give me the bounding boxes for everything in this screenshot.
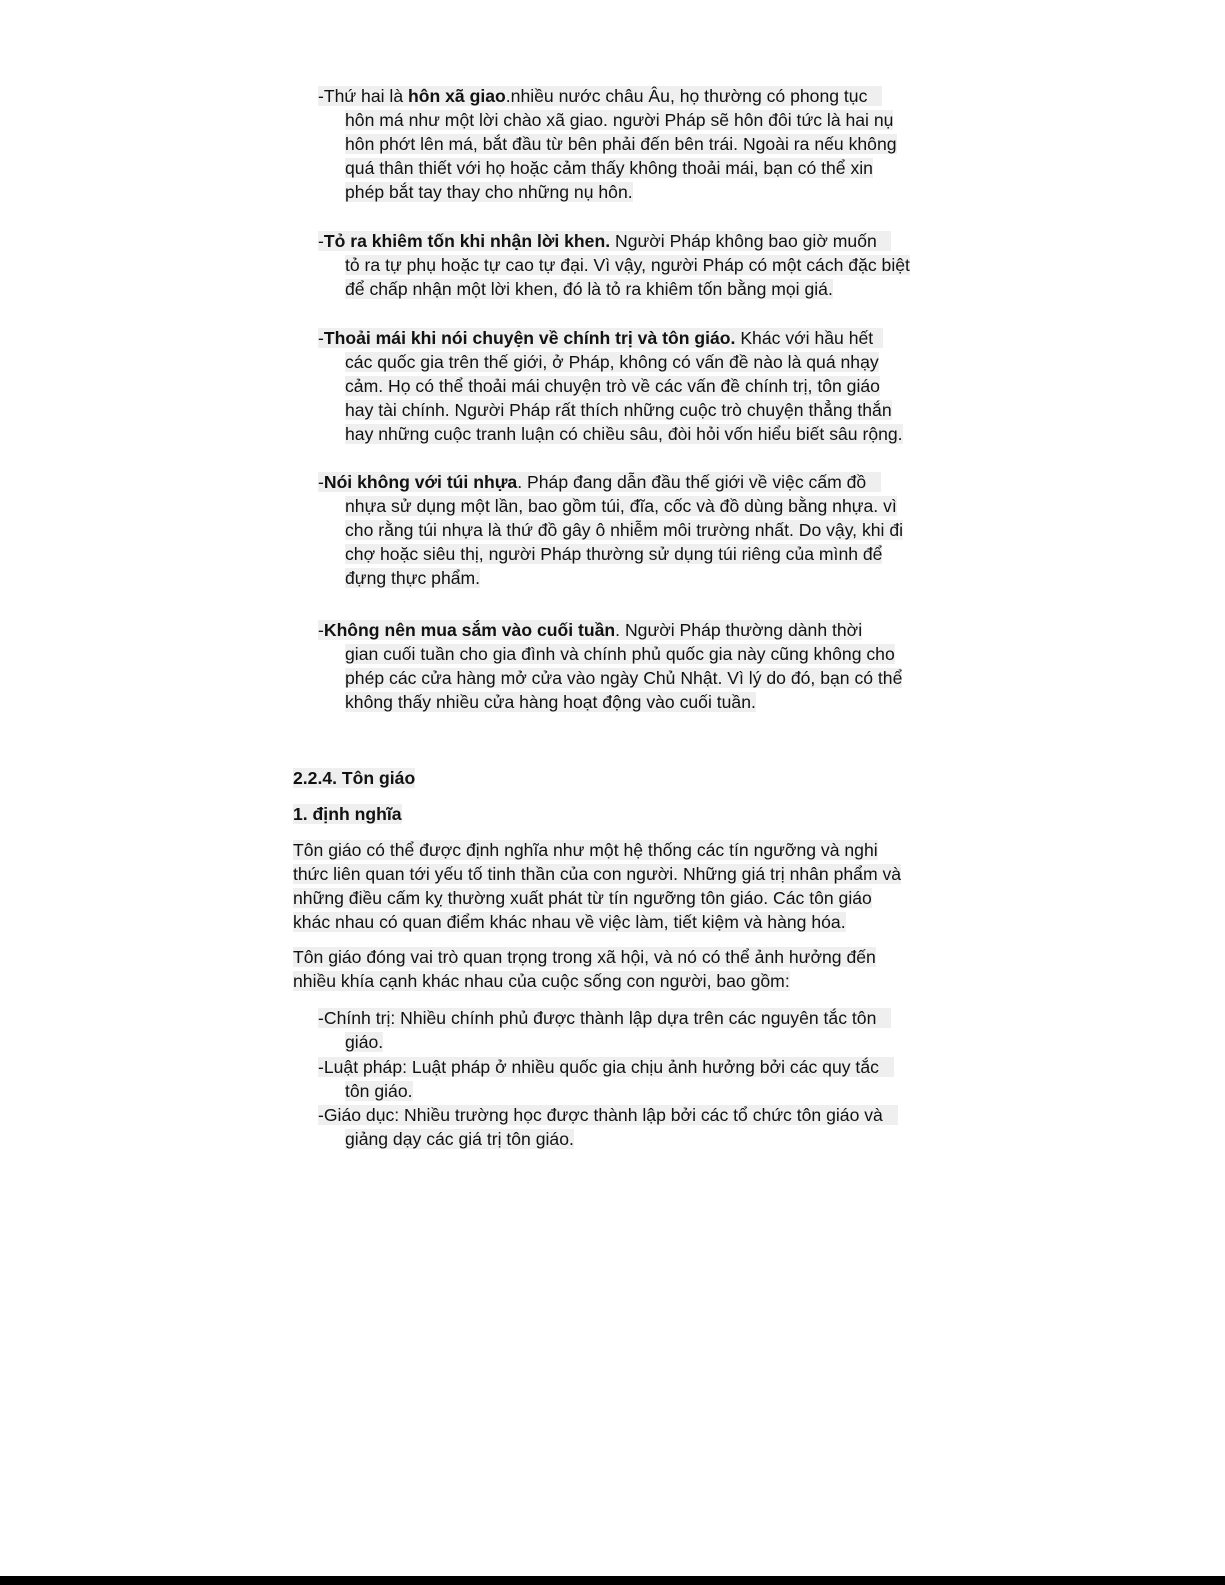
paragraph-definition <box>293 838 973 934</box>
paragraph-role <box>293 945 973 993</box>
bullet-line: quá thân thiết với họ hoặc cảm thấy không thoải mái, bạn có thể xin <box>345 158 873 178</box>
section-heading: 2.2.4. Tôn giáo <box>293 768 416 788</box>
bullet-chinh-tri <box>318 1006 968 1054</box>
bullet-bold-lead: Tỏ ra khiêm tốn khi nhận lời khen. <box>323 231 611 251</box>
bullet-line: giáo. <box>345 1032 384 1052</box>
bullet-line: hay tài chính. Người Pháp rất thích những cuộc trò chuyện thẳng thắn <box>345 400 892 420</box>
bullet-tui-nhua <box>318 470 968 590</box>
bullet-line: nhựa sử dụng một lần, bao gồm túi, đĩa, cốc và đồ dùng bằng nhựa. vì <box>345 496 897 516</box>
bullet-line <box>318 229 968 253</box>
bullet-prefix: - <box>318 231 324 251</box>
paragraph-line: khác nhau có quan điểm khác nhau về việc làm, tiết kiệm và hàng hóa. <box>293 912 846 932</box>
paragraph-line: nhiều khía cạnh khác nhau của cuộc sống con người, bao gồm: <box>293 971 790 991</box>
bullet-line: không thấy nhiều cửa hàng hoạt động vào cuối tuần. <box>345 692 756 712</box>
bullet-prefix: - <box>318 472 324 492</box>
bullet-line <box>318 618 968 642</box>
page-bottom-border <box>0 1576 1225 1585</box>
bullet-line <box>318 326 968 350</box>
bullet-khiem-ton <box>318 229 968 301</box>
bullet-line: -Giáo dục: Nhiều trường học được thành lập bởi các tổ chức tôn giáo và <box>318 1103 968 1127</box>
bullet-continuation: Khác với hầu hết <box>735 328 874 348</box>
bullet-line: hôn má như một lời chào xã giao. người Pháp sẽ hôn đôi tức là hai nụ <box>345 110 894 130</box>
bullet-line: tỏ ra tự phụ hoặc tự cao tự đại. Vì vậy, người Pháp có một cách đặc biệt <box>345 255 910 275</box>
bullet-bold-lead: Nói không với túi nhựa <box>323 472 518 492</box>
bullet-continuation: . Pháp đang dẫn đầu thế giới về việc cấm đồ <box>517 472 867 492</box>
paragraph-line: Tôn giáo có thể được định nghĩa như một hệ thống các tín ngưỡng và nghi <box>293 840 878 860</box>
bullet-line <box>318 470 968 494</box>
bullet-line: hay những cuộc tranh luận có chiều sâu, đòi hỏi vốn hiểu biết sâu rộng. <box>345 424 903 444</box>
bullet-line: hôn phớt lên má, bắt đầu từ bên phải đến bên trái. Ngoài ra nếu không <box>345 134 897 154</box>
bullet-prefix: - <box>318 620 324 640</box>
bullet-line: -Chính trị: Nhiều chính phủ được thành lập dựa trên các nguyên tắc tôn <box>318 1006 968 1030</box>
bullet-continuation: . Người Pháp thường dành thời <box>615 620 863 640</box>
bullet-bold-lead: Không nên mua sắm vào cuối tuần <box>323 620 616 640</box>
bullet-bold-lead: Thoải mái khi nói chuyện về chính trị và tôn giáo. <box>323 328 736 348</box>
sub-heading: 1. định nghĩa <box>293 804 402 824</box>
bullet-hon-xa-giao <box>318 84 968 204</box>
bullet-line: các quốc gia trên thế giới, ở Pháp, không có vấn đề nào là quá nhạy <box>345 352 879 372</box>
bullet-cuoi-tuan <box>318 618 968 714</box>
bullet-line: đựng thực phẩm. <box>345 568 481 588</box>
bullet-line: phép bắt tay thay cho những nụ hôn. <box>345 182 633 202</box>
paragraph-line: Tôn giáo đóng vai trò quan trọng trong xã hội, và nó có thể ảnh hưởng đến <box>293 947 876 967</box>
bullet-luat-phap <box>318 1055 968 1103</box>
bullet-bold-lead: hôn xã giao <box>408 86 506 106</box>
bullet-line: chợ hoặc siêu thị, người Pháp thường sử dụng túi riêng của mình để <box>345 544 883 564</box>
bullet-line: tôn giáo. <box>345 1081 413 1101</box>
bullet-line <box>318 84 968 108</box>
bullet-line: cảm. Họ có thể thoải mái chuyện trò về các vấn đề chính trị, tôn giáo <box>345 376 880 396</box>
bullet-line: phép các cửa hàng mở cửa vào ngày Chủ Nhật. Vì lý do đó, bạn có thể <box>345 668 903 688</box>
bullet-line: để chấp nhận một lời khen, đó là tỏ ra khiêm tốn bằng mọi giá. <box>345 279 833 299</box>
bullet-continuation: Người Pháp không bao giờ muốn <box>610 231 877 251</box>
bullet-line: giảng dạy các giá trị tôn giáo. <box>345 1129 574 1149</box>
bullet-continuation: .nhiều nước châu Âu, họ thường có phong tục <box>505 86 868 106</box>
bullet-chinh-tri-ton-giao <box>318 326 968 446</box>
bullet-line: gian cuối tuần cho gia đình và chính phủ quốc gia này cũng không cho <box>345 644 895 664</box>
bullet-giao-duc <box>318 1103 968 1151</box>
bullet-prefix: -Thứ hai là <box>318 86 409 106</box>
paragraph-line: thức liên quan tới yếu tố tinh thần của con người. Những giá trị nhân phẩm và <box>293 864 902 884</box>
bullet-prefix: - <box>318 328 324 348</box>
bullet-line: cho rằng túi nhựa là thứ đồ gây ô nhiễm môi trường nhất. Do vậy, khi đi <box>345 520 904 540</box>
bullet-line: -Luật pháp: Luật pháp ở nhiều quốc gia chịu ảnh hưởng bởi các quy tắc <box>318 1055 968 1079</box>
paragraph-line: những điều cấm kỵ thường xuất phát từ tín ngưỡng tôn giáo. Các tôn giáo <box>293 888 872 908</box>
